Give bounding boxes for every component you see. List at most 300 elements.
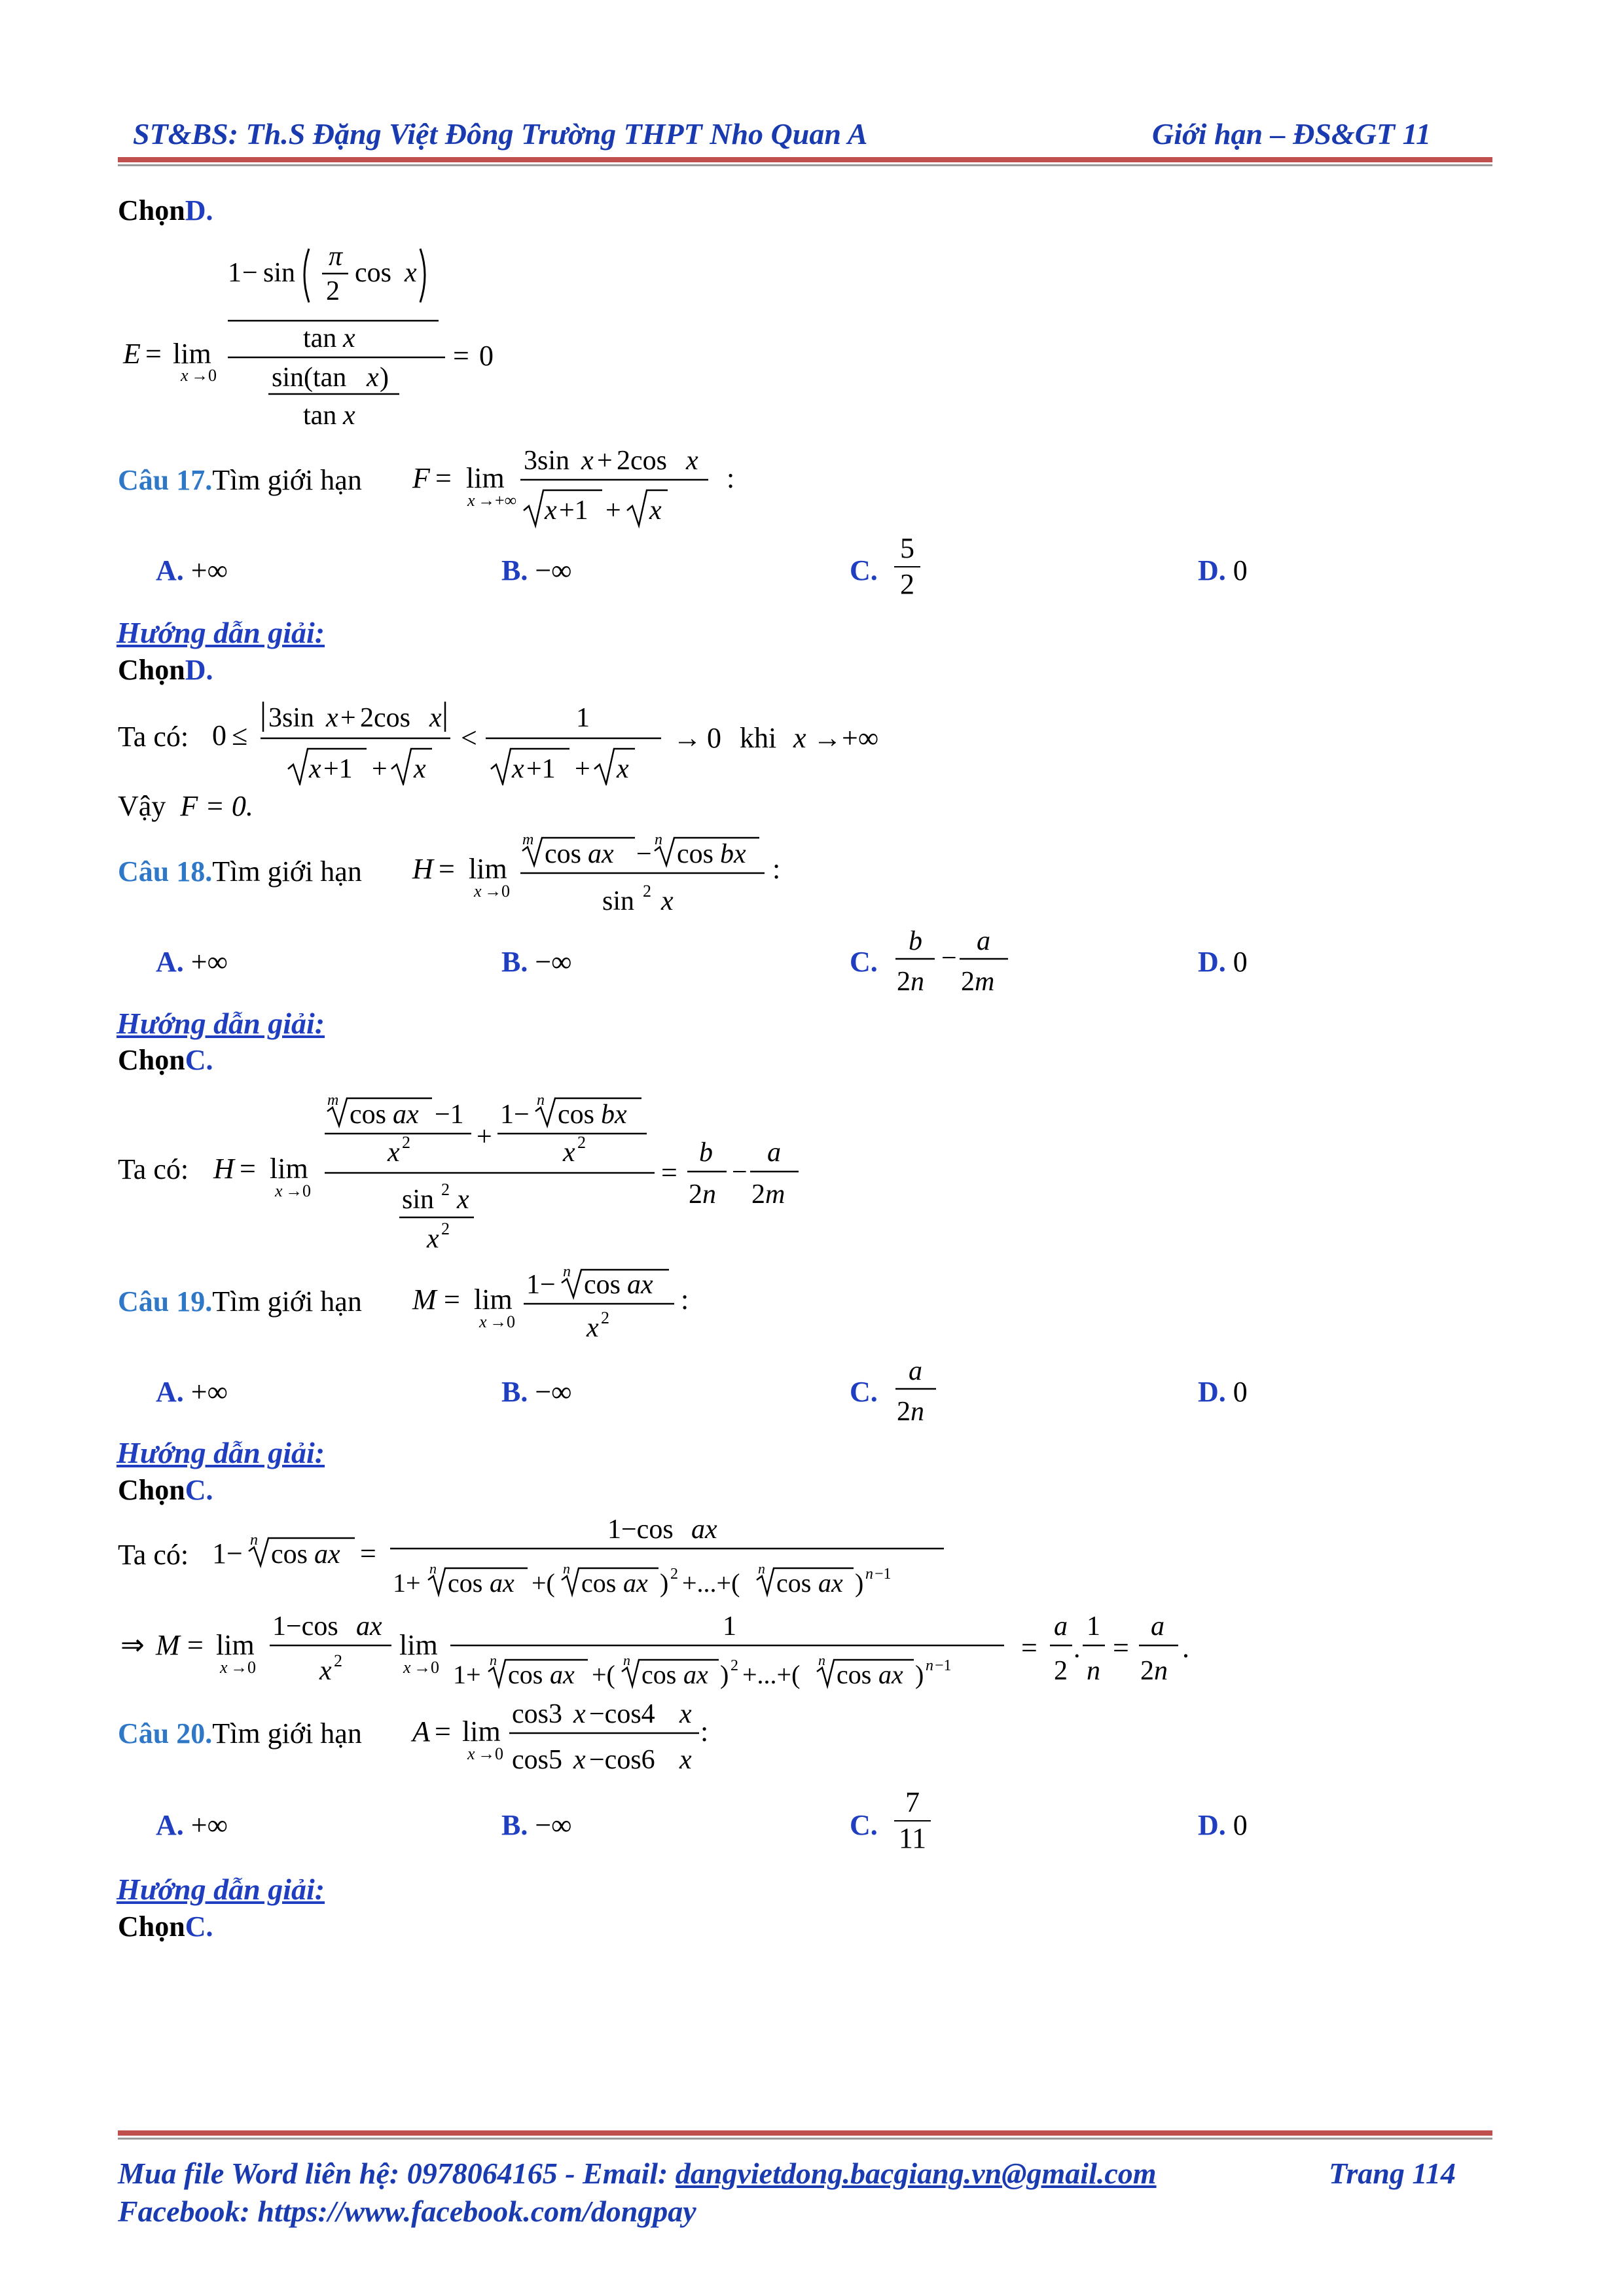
svg-text:2: 2 xyxy=(441,1180,450,1199)
svg-text:lim: lim xyxy=(474,1283,513,1316)
svg-text:M: M xyxy=(156,1629,180,1661)
svg-text:2n: 2n xyxy=(897,1397,924,1427)
svg-text:cos3: cos3 xyxy=(512,1699,562,1729)
question-stem: Tìm giới hạn xyxy=(212,464,362,496)
svg-text:ax: ax xyxy=(878,1660,903,1689)
svg-text:+(: +( xyxy=(592,1660,615,1689)
svg-text:−1: −1 xyxy=(935,1657,952,1674)
svg-text:n: n xyxy=(655,831,662,848)
svg-text:cos: cos xyxy=(584,1270,621,1300)
q19-option-c[interactable] xyxy=(850,1375,878,1408)
svg-text:x: x xyxy=(545,495,557,526)
fraction-denominator: 11 xyxy=(898,1822,927,1854)
answer-letter: D. xyxy=(185,194,213,226)
option-label: B. xyxy=(501,1376,528,1408)
svg-text:a: a xyxy=(767,1138,781,1168)
q19-option-a[interactable] xyxy=(156,1375,228,1408)
svg-text:n: n xyxy=(1087,1656,1100,1686)
option-label: D. xyxy=(1198,946,1226,978)
svg-text:−cos4: −cos4 xyxy=(589,1699,655,1729)
svg-text:2n: 2n xyxy=(689,1179,716,1210)
svg-text:cos: cos xyxy=(545,839,581,869)
formula-F xyxy=(406,435,746,533)
option-value: 0 xyxy=(1233,1376,1248,1408)
svg-text:2n: 2n xyxy=(1140,1656,1168,1686)
svg-text:.: . xyxy=(1074,1634,1081,1664)
fraction-numerator: 7 xyxy=(905,1786,920,1818)
svg-text:=: = xyxy=(439,853,455,885)
question-label: Câu 18. xyxy=(118,855,213,888)
formula-q19-result xyxy=(118,1597,1198,1695)
svg-text:2m: 2m xyxy=(961,967,995,997)
option-value: +∞ xyxy=(190,554,228,586)
q19-option-c-expression xyxy=(890,1350,962,1435)
svg-text:=: = xyxy=(435,462,452,494)
answer-letter: C. xyxy=(185,1910,213,1943)
svg-text:=: = xyxy=(145,338,162,370)
formula-E xyxy=(118,229,543,445)
svg-text:): ) xyxy=(660,1568,669,1598)
svg-text:n: n xyxy=(926,1657,933,1674)
svg-text:=: = xyxy=(453,340,469,372)
svg-text:+: + xyxy=(575,754,590,784)
svg-text:cos: cos xyxy=(837,1660,872,1689)
svg-text:x: x xyxy=(319,1656,332,1686)
svg-text:1: 1 xyxy=(723,1611,736,1641)
option-label: B. xyxy=(501,1809,528,1841)
svg-text:−: − xyxy=(941,943,957,973)
formula-q17-bound xyxy=(209,687,929,785)
svg-text:+(: +( xyxy=(532,1568,555,1598)
footer-rule-red xyxy=(118,2130,1492,2136)
svg-text:x: x xyxy=(793,722,806,754)
chon-word: Chọn xyxy=(118,1044,185,1076)
option-value: +∞ xyxy=(190,1376,228,1408)
svg-text:x: x xyxy=(405,258,417,288)
svg-text:+: + xyxy=(605,495,621,526)
svg-text:2: 2 xyxy=(601,1308,609,1327)
svg-text:1−cos: 1−cos xyxy=(272,1611,338,1641)
svg-text:H: H xyxy=(412,853,433,885)
svg-text:x: x xyxy=(343,401,355,431)
svg-text:3sin: 3sin xyxy=(524,446,570,476)
svg-text:x: x xyxy=(388,1138,400,1168)
option-label: B. xyxy=(501,946,528,978)
q18-option-c[interactable] xyxy=(850,945,878,978)
svg-text:+: + xyxy=(372,754,388,784)
svg-text:2: 2 xyxy=(731,1657,738,1674)
svg-text:cos5: cos5 xyxy=(512,1745,562,1775)
svg-text:⇒: ⇒ xyxy=(120,1629,145,1661)
svg-text:1: 1 xyxy=(228,258,242,288)
svg-text:ax: ax xyxy=(393,1100,419,1130)
svg-text:ax: ax xyxy=(623,1568,648,1598)
q17-option-a[interactable] xyxy=(156,554,228,587)
svg-text:x: x xyxy=(474,882,482,901)
q18-chon-line xyxy=(118,1046,213,1075)
svg-text:−: − xyxy=(732,1157,748,1187)
option-label: C. xyxy=(850,1809,878,1841)
q17-chon-line xyxy=(118,656,213,685)
svg-text:m: m xyxy=(327,1092,339,1109)
svg-text:x: x xyxy=(414,754,426,784)
svg-text:cos: cos xyxy=(641,1660,677,1689)
q17-ta-co: Ta có: xyxy=(118,721,189,753)
option-label: C. xyxy=(850,946,878,978)
q18-option-b[interactable] xyxy=(501,945,572,978)
svg-text:→0: →0 xyxy=(484,882,510,901)
svg-text:.: . xyxy=(1182,1632,1189,1664)
svg-text:x: x xyxy=(467,1744,475,1763)
svg-text:n: n xyxy=(429,1560,437,1577)
q20-chon-line xyxy=(118,1912,213,1941)
svg-text:<: < xyxy=(461,722,477,754)
option-value: 0 xyxy=(1233,1809,1248,1841)
footer-rule-gray xyxy=(118,2138,1492,2140)
svg-text:2: 2 xyxy=(326,276,340,306)
svg-text:x: x xyxy=(617,754,629,784)
svg-text:1: 1 xyxy=(576,703,590,733)
svg-text:1−cos: 1−cos xyxy=(607,1515,674,1545)
formula-M xyxy=(406,1257,707,1361)
svg-text:→+∞: →+∞ xyxy=(478,491,517,510)
fraction-numerator: 5 xyxy=(900,532,914,564)
svg-text:x: x xyxy=(479,1312,487,1331)
contact-text: Mua file Word liên hệ: 0978064165 - Email: xyxy=(118,2157,676,2190)
svg-text:cos: cos xyxy=(776,1568,812,1598)
svg-text:H: H xyxy=(213,1153,234,1185)
svg-text:cos: cos xyxy=(558,1100,594,1130)
svg-text:ax: ax xyxy=(550,1660,575,1689)
svg-text:cos: cos xyxy=(448,1568,483,1598)
svg-text:−cos6: −cos6 xyxy=(589,1745,655,1775)
svg-text:x: x xyxy=(563,1138,575,1168)
svg-text:→0: →0 xyxy=(414,1658,439,1677)
svg-text:+...+(: +...+( xyxy=(742,1660,801,1689)
svg-text:2: 2 xyxy=(670,1566,678,1583)
conclusion-value: F = 0. xyxy=(180,790,253,822)
svg-text:x: x xyxy=(309,754,321,784)
answer-letter: D. xyxy=(185,654,213,686)
svg-text:→: → xyxy=(673,722,702,754)
svg-text:sin: sin xyxy=(602,886,635,916)
svg-text:2n: 2n xyxy=(897,967,924,997)
svg-text:1+: 1+ xyxy=(453,1660,481,1689)
svg-text:bx: bx xyxy=(720,839,746,869)
svg-text:=: = xyxy=(1021,1632,1038,1664)
svg-text::: : xyxy=(727,462,735,494)
question-stem: Tìm giới hạn xyxy=(212,855,362,888)
option-value: +∞ xyxy=(190,946,228,978)
svg-text:x: x xyxy=(275,1181,283,1200)
question-label: Câu 17. xyxy=(118,464,213,496)
svg-text:1+: 1+ xyxy=(393,1568,421,1598)
question-stem: Tìm giới hạn xyxy=(212,1285,362,1318)
svg-text:n: n xyxy=(563,1263,571,1280)
q20-option-a[interactable] xyxy=(156,1808,228,1842)
svg-text:2: 2 xyxy=(334,1651,342,1670)
svg-text:x: x xyxy=(220,1658,228,1677)
formula-q18-solution xyxy=(209,1080,831,1263)
question-label: Câu 19. xyxy=(118,1285,213,1318)
svg-text:x: x xyxy=(586,1313,599,1343)
svg-text:+...+(: +...+( xyxy=(682,1568,740,1598)
fraction-denominator: 2 xyxy=(900,568,914,600)
svg-text:x: x xyxy=(467,491,475,510)
svg-text:ax: ax xyxy=(588,839,614,869)
svg-text:ax: ax xyxy=(818,1568,843,1598)
option-value: +∞ xyxy=(190,1809,228,1841)
chon-word: Chọn xyxy=(118,194,185,226)
option-label: B. xyxy=(501,554,528,586)
solution-heading-20: Hướng dẫn giải: xyxy=(117,1873,325,1906)
q18-ta-co: Ta có: xyxy=(118,1153,189,1185)
svg-text:sin: sin xyxy=(263,258,296,288)
option-label: A. xyxy=(156,554,184,586)
svg-text:n: n xyxy=(758,1560,765,1577)
q17-option-b[interactable] xyxy=(501,554,572,587)
svg-text:→0: →0 xyxy=(490,1312,515,1331)
svg-text:n: n xyxy=(865,1566,873,1583)
svg-text:x: x xyxy=(679,1745,692,1775)
svg-text:→+∞: →+∞ xyxy=(813,722,879,754)
page-number: Trang 114 xyxy=(1329,2157,1456,2190)
svg-text:cos: cos xyxy=(355,258,391,288)
svg-text:→0: →0 xyxy=(478,1744,503,1763)
svg-text:≤: ≤ xyxy=(232,719,248,751)
svg-text:+: + xyxy=(340,703,356,733)
svg-text:n: n xyxy=(490,1652,497,1668)
svg-text:→0: →0 xyxy=(230,1658,256,1677)
svg-text:M: M xyxy=(412,1283,437,1316)
svg-text:+1: +1 xyxy=(526,754,556,784)
svg-text:sin(tan: sin(tan xyxy=(272,363,347,393)
q17-option-d[interactable] xyxy=(1198,554,1248,587)
svg-text:bx: bx xyxy=(601,1100,627,1130)
svg-text:=: = xyxy=(661,1157,677,1189)
option-value: −∞ xyxy=(535,554,572,586)
svg-text:lim: lim xyxy=(469,853,507,885)
svg-text:1−: 1− xyxy=(526,1270,556,1300)
svg-text:cos: cos xyxy=(508,1660,543,1689)
svg-text:cos: cos xyxy=(350,1100,386,1130)
option-label: C. xyxy=(850,1376,878,1408)
svg-text:0: 0 xyxy=(707,722,721,754)
q20-option-b[interactable] xyxy=(501,1808,572,1842)
svg-text:=: = xyxy=(360,1537,376,1570)
option-label: D. xyxy=(1198,1376,1226,1408)
answer-letter: C. xyxy=(185,1474,213,1506)
svg-text:+: + xyxy=(597,446,613,476)
svg-text:ax: ax xyxy=(356,1611,382,1641)
chon-word: Chọn xyxy=(118,1910,185,1943)
svg-text::: : xyxy=(681,1283,689,1316)
svg-text::: : xyxy=(772,853,781,885)
option-label: A. xyxy=(156,1809,184,1841)
svg-text:b: b xyxy=(909,926,922,956)
chon-word: Chọn xyxy=(118,654,185,686)
svg-text:): ) xyxy=(720,1660,729,1689)
svg-text:x: x xyxy=(457,1185,469,1215)
svg-text:→0: →0 xyxy=(191,366,217,385)
svg-text:2: 2 xyxy=(441,1219,450,1238)
svg-text::: : xyxy=(700,1715,709,1748)
q19-option-d[interactable] xyxy=(1198,1375,1248,1408)
q20-option-c-fraction xyxy=(894,1785,931,1855)
svg-text:n: n xyxy=(537,1092,545,1109)
svg-text:2: 2 xyxy=(1054,1656,1068,1686)
svg-text:n: n xyxy=(250,1532,258,1549)
svg-text:n: n xyxy=(623,1652,630,1668)
question-18 xyxy=(118,857,362,886)
q19-chon-line xyxy=(118,1476,213,1505)
svg-text:a: a xyxy=(1151,1611,1164,1641)
svg-text:cos: cos xyxy=(677,839,713,869)
question-19 xyxy=(118,1287,362,1316)
svg-text:x: x xyxy=(573,1745,586,1775)
svg-text:x: x xyxy=(649,495,662,526)
svg-text:lim: lim xyxy=(216,1629,255,1661)
option-label: A. xyxy=(156,946,184,978)
svg-text:x: x xyxy=(429,703,442,733)
q18-option-d[interactable] xyxy=(1198,945,1248,978)
option-value: −∞ xyxy=(535,1376,572,1408)
formula-H xyxy=(406,825,799,929)
svg-text:2: 2 xyxy=(577,1133,586,1152)
svg-text:−: − xyxy=(242,258,258,288)
svg-text:n: n xyxy=(563,1560,570,1577)
formula-q19-identity xyxy=(209,1505,962,1604)
svg-text:=: = xyxy=(240,1153,256,1185)
solution-heading-19: Hướng dẫn giải: xyxy=(117,1436,325,1469)
svg-text:lim: lim xyxy=(462,1715,501,1748)
svg-text:2cos: 2cos xyxy=(617,446,667,476)
solution-heading-18: Hướng dẫn giải: xyxy=(117,1007,325,1040)
q19-ta-co: Ta có: xyxy=(118,1539,189,1571)
option-label: D. xyxy=(1198,554,1226,586)
q17-option-c-fraction xyxy=(894,531,920,601)
svg-text:cos: cos xyxy=(271,1539,308,1570)
svg-text:x: x xyxy=(581,446,594,476)
q17-option-c[interactable] xyxy=(850,554,878,587)
svg-text:x: x xyxy=(679,1699,692,1729)
solution-heading-17: Hướng dẫn giải: xyxy=(117,616,325,649)
option-value: −∞ xyxy=(535,1809,572,1841)
option-value: 0 xyxy=(1233,554,1248,586)
option-label: D. xyxy=(1198,1809,1226,1841)
svg-text:−1: −1 xyxy=(435,1100,464,1130)
email-link[interactable]: dangvietdong.bacgiang.vn@gmail.com xyxy=(675,2157,1157,2190)
chon-line xyxy=(118,196,213,225)
svg-text:khi: khi xyxy=(740,722,777,754)
facebook-link[interactable]: Facebook: https://www.facebook.com/dongpay xyxy=(118,2195,696,2228)
svg-text:b: b xyxy=(699,1138,713,1168)
svg-text:−: − xyxy=(636,839,652,869)
svg-text:x: x xyxy=(403,1658,411,1677)
svg-text:0: 0 xyxy=(212,719,226,751)
svg-text:1−: 1− xyxy=(500,1100,530,1130)
svg-text:2m: 2m xyxy=(751,1179,785,1210)
svg-text:→0: →0 xyxy=(285,1181,311,1200)
svg-text:x: x xyxy=(512,754,524,784)
option-label: A. xyxy=(156,1376,184,1408)
svg-text:π: π xyxy=(329,242,343,272)
svg-text:sin: sin xyxy=(402,1185,435,1215)
svg-text:2cos: 2cos xyxy=(360,703,410,733)
svg-text:): ) xyxy=(855,1568,864,1598)
svg-text:+: + xyxy=(477,1122,492,1152)
svg-text:a: a xyxy=(909,1356,922,1386)
header-left: ST&BS: Th.S Đặng Việt Đông Trường THPT Nho Quan A xyxy=(133,117,868,151)
svg-text:lim: lim xyxy=(173,338,211,370)
header-right: Giới hạn – ĐS&GT 11 xyxy=(1152,117,1431,151)
svg-text:ax: ax xyxy=(691,1515,717,1545)
svg-text:2: 2 xyxy=(643,882,651,901)
svg-text:x: x xyxy=(326,703,338,733)
svg-text:A: A xyxy=(412,1715,430,1748)
svg-text:=: = xyxy=(444,1283,460,1316)
header-rule-red xyxy=(118,157,1492,162)
svg-text:1: 1 xyxy=(1087,1611,1100,1641)
svg-text:1−: 1− xyxy=(212,1537,243,1570)
svg-text:2: 2 xyxy=(402,1133,410,1152)
footer-contact xyxy=(118,2156,1157,2191)
svg-text:m: m xyxy=(522,831,534,848)
svg-text:lim: lim xyxy=(466,462,505,494)
svg-text:a: a xyxy=(1054,1611,1068,1641)
answer-letter: C. xyxy=(185,1044,213,1076)
q18-option-c-expression xyxy=(890,920,1034,1005)
svg-text:=: = xyxy=(1113,1632,1129,1664)
svg-text:x: x xyxy=(661,886,674,916)
chon-word: Chọn xyxy=(118,1474,185,1506)
question-20 xyxy=(118,1719,362,1748)
option-label: C. xyxy=(850,554,878,586)
svg-text:E: E xyxy=(123,338,141,370)
q18-option-a[interactable] xyxy=(156,945,228,978)
svg-text:ax: ax xyxy=(627,1270,653,1300)
svg-text:F: F xyxy=(412,462,430,494)
question-label: Câu 20. xyxy=(118,1717,213,1749)
svg-text:x: x xyxy=(367,363,379,393)
header-rule-gray xyxy=(118,164,1492,166)
svg-text:x: x xyxy=(573,1699,586,1729)
svg-text:ax: ax xyxy=(490,1568,514,1598)
q20-option-d[interactable] xyxy=(1198,1808,1248,1842)
svg-text:3sin: 3sin xyxy=(268,703,315,733)
svg-text:): ) xyxy=(380,363,389,393)
svg-text:=: = xyxy=(435,1715,451,1748)
svg-text:ax: ax xyxy=(683,1660,708,1689)
svg-text:cos: cos xyxy=(581,1568,617,1598)
svg-text:x: x xyxy=(181,366,189,385)
svg-text:ax: ax xyxy=(314,1539,340,1570)
q20-option-c[interactable] xyxy=(850,1808,878,1842)
formula-A xyxy=(406,1689,746,1787)
question-stem: Tìm giới hạn xyxy=(212,1717,362,1749)
svg-text:tan: tan xyxy=(303,401,337,431)
svg-text:a: a xyxy=(977,926,990,956)
svg-text:): ) xyxy=(915,1660,924,1689)
svg-text:+1: +1 xyxy=(559,495,588,526)
svg-text:tan: tan xyxy=(303,323,337,353)
svg-text:0: 0 xyxy=(479,340,494,372)
q19-option-b[interactable] xyxy=(501,1375,572,1408)
svg-text:x: x xyxy=(686,446,698,476)
svg-text:=: = xyxy=(187,1629,204,1661)
svg-text:lim: lim xyxy=(399,1629,438,1661)
q17-conclusion xyxy=(118,792,253,821)
